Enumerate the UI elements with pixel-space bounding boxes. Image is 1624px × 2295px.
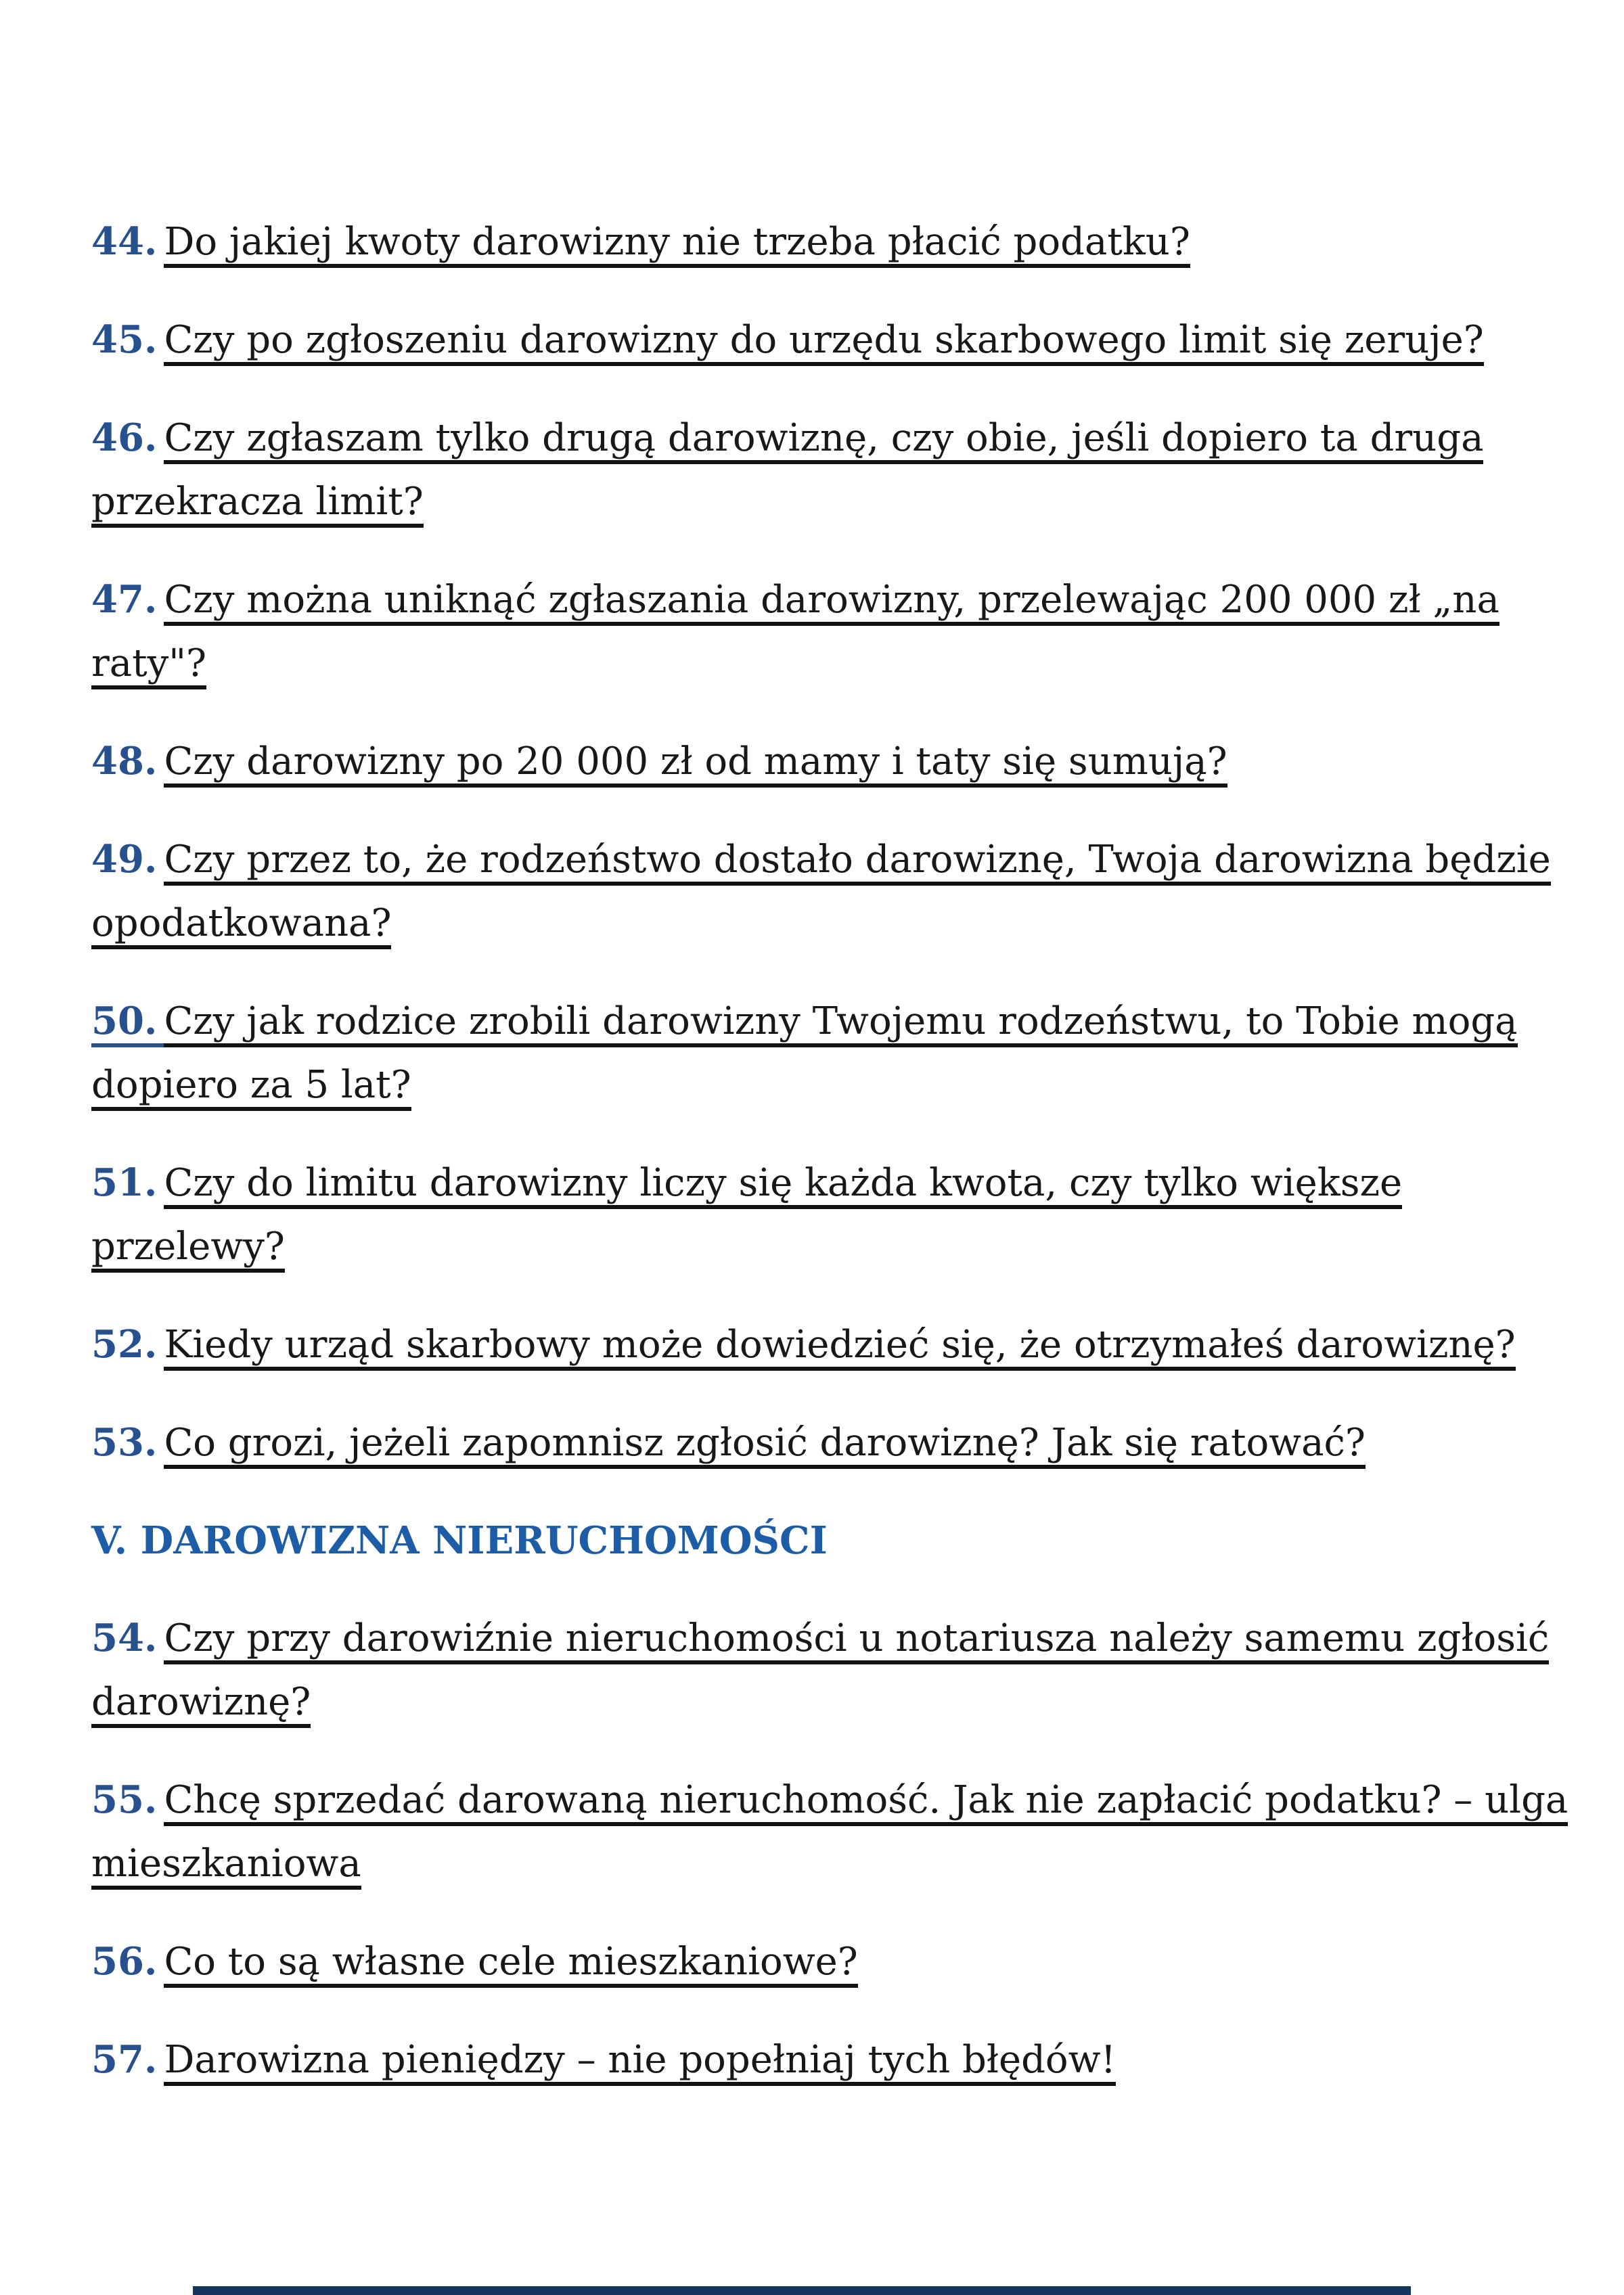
toc-line	[91, 1411, 1522, 1475]
item-number: 52.	[91, 1322, 158, 1367]
item-link-text[interactable]: Do jakiej kwoty darowizny nie trzeba płacić podatku?	[164, 220, 1190, 268]
toc-item-54[interactable]	[91, 1606, 1550, 1734]
toc-line	[91, 1053, 1522, 1117]
item-link-text[interactable]: Czy po zgłoszeniu darowizny do urzędu skarbowego limit się zeruje?	[164, 318, 1483, 366]
toc-item-46[interactable]	[91, 406, 1522, 534]
item-link-text[interactable]: przelewy?	[91, 1225, 285, 1273]
item-link-text[interactable]: Kiedy urząd skarbowy może dowiedzieć się, że otrzymałeś darowiznę?	[164, 1323, 1515, 1371]
item-link-text[interactable]: raty"?	[91, 641, 206, 689]
item-link-text[interactable]: mieszkaniowa	[91, 1842, 361, 1890]
toc-item-47[interactable]	[91, 568, 1522, 696]
item-link-text[interactable]: Czy przy darowiźnie nieruchomości u notariusza należy samemu zgłosić	[164, 1616, 1549, 1664]
item-link-text[interactable]: Czy można uniknąć zgłaszania darowizny, przelewając 200 000 zł „na	[164, 578, 1499, 626]
toc-line	[91, 210, 1522, 274]
item-link-text[interactable]: Czy zgłaszam tylko drugą darowiznę, czy obie, jeśli dopiero ta druga	[164, 416, 1483, 464]
item-number: 57.	[91, 2037, 158, 2082]
toc-line	[91, 1768, 1569, 1832]
item-number: 46.	[91, 415, 158, 460]
item-link-text[interactable]: Co to są własne cele mieszkaniowe?	[164, 1940, 857, 1988]
toc-item-50[interactable]	[91, 989, 1522, 1117]
toc-line	[91, 1832, 1522, 1896]
item-number: 45.	[91, 317, 158, 362]
toc-line	[91, 1313, 1522, 1377]
toc-item-55[interactable]	[91, 1768, 1569, 1896]
item-link-text[interactable]: darowiznę?	[91, 1680, 311, 1728]
item-link-text[interactable]: Darowizna pieniędzy – nie popełniaj tych błędów!	[164, 2038, 1116, 2086]
item-link-text[interactable]: Chcę sprzedać darowaną nieruchomość. Jak nie zapłacić podatku? – ulga	[164, 1778, 1568, 1826]
item-link-text[interactable]: Czy przez to, że rodzeństwo dostało darowiznę, Twoja darowizna będzie	[164, 838, 1550, 886]
item-link-text[interactable]: przekracza limit?	[91, 480, 424, 528]
item-number: 51.	[91, 1160, 158, 1205]
toc-line	[91, 308, 1522, 372]
toc-line	[91, 989, 1522, 1053]
toc-item-44[interactable]	[91, 210, 1522, 274]
item-link-text[interactable]: dopiero za 5 lat?	[91, 1063, 411, 1111]
toc-line	[91, 1606, 1550, 1671]
item-number: 50.	[91, 999, 164, 1047]
item-number: 47.	[91, 577, 158, 622]
toc-line	[91, 632, 1522, 696]
item-number: 44.	[91, 219, 158, 264]
toc-line	[91, 2028, 1522, 2092]
toc-item-49[interactable]	[91, 827, 1551, 955]
item-link-text[interactable]: Czy darowizny po 20 000 zł od mamy i taty się sumują?	[164, 740, 1227, 788]
toc-line	[91, 1671, 1522, 1734]
toc-line	[91, 470, 1522, 534]
toc-item-51[interactable]	[91, 1151, 1522, 1279]
item-number: 55.	[91, 1777, 158, 1822]
toc-line	[91, 1151, 1522, 1215]
toc-line	[91, 729, 1522, 794]
toc-item-53[interactable]	[91, 1411, 1522, 1475]
toc-line	[91, 892, 1522, 955]
item-number: 53.	[91, 1420, 158, 1465]
item-link-text[interactable]: Czy do limitu darowizny liczy się każda kwota, czy tylko większe	[164, 1161, 1402, 1209]
toc-item-56[interactable]	[91, 1930, 1522, 1994]
section-heading: V. DAROWIZNA NIERUCHOMOŚCI	[91, 1518, 828, 1563]
toc-line	[91, 568, 1522, 632]
toc-line	[91, 1215, 1522, 1279]
toc-item-57[interactable]	[91, 2028, 1522, 2092]
bottom-partial-bar	[193, 2286, 1411, 2295]
item-number: 49.	[91, 837, 158, 882]
toc-line	[91, 827, 1551, 892]
item-link-text[interactable]: opodatkowana?	[91, 901, 391, 949]
item-link-text[interactable]: Czy jak rodzice zrobili darowizny Twojemu rodzeństwu, to Tobie mogą	[164, 999, 1517, 1047]
toc-item-48[interactable]	[91, 729, 1522, 794]
toc-line	[91, 406, 1522, 470]
toc-item-52[interactable]	[91, 1313, 1522, 1377]
item-number: 48.	[91, 739, 158, 783]
item-link-text[interactable]: Co grozi, jeżeli zapomnisz zgłosić darowiznę? Jak się ratować?	[164, 1421, 1365, 1469]
item-number: 56.	[91, 1939, 158, 1984]
toc-item-45[interactable]	[91, 308, 1522, 372]
item-number: 54.	[91, 1616, 158, 1660]
toc-line	[91, 1930, 1522, 1994]
